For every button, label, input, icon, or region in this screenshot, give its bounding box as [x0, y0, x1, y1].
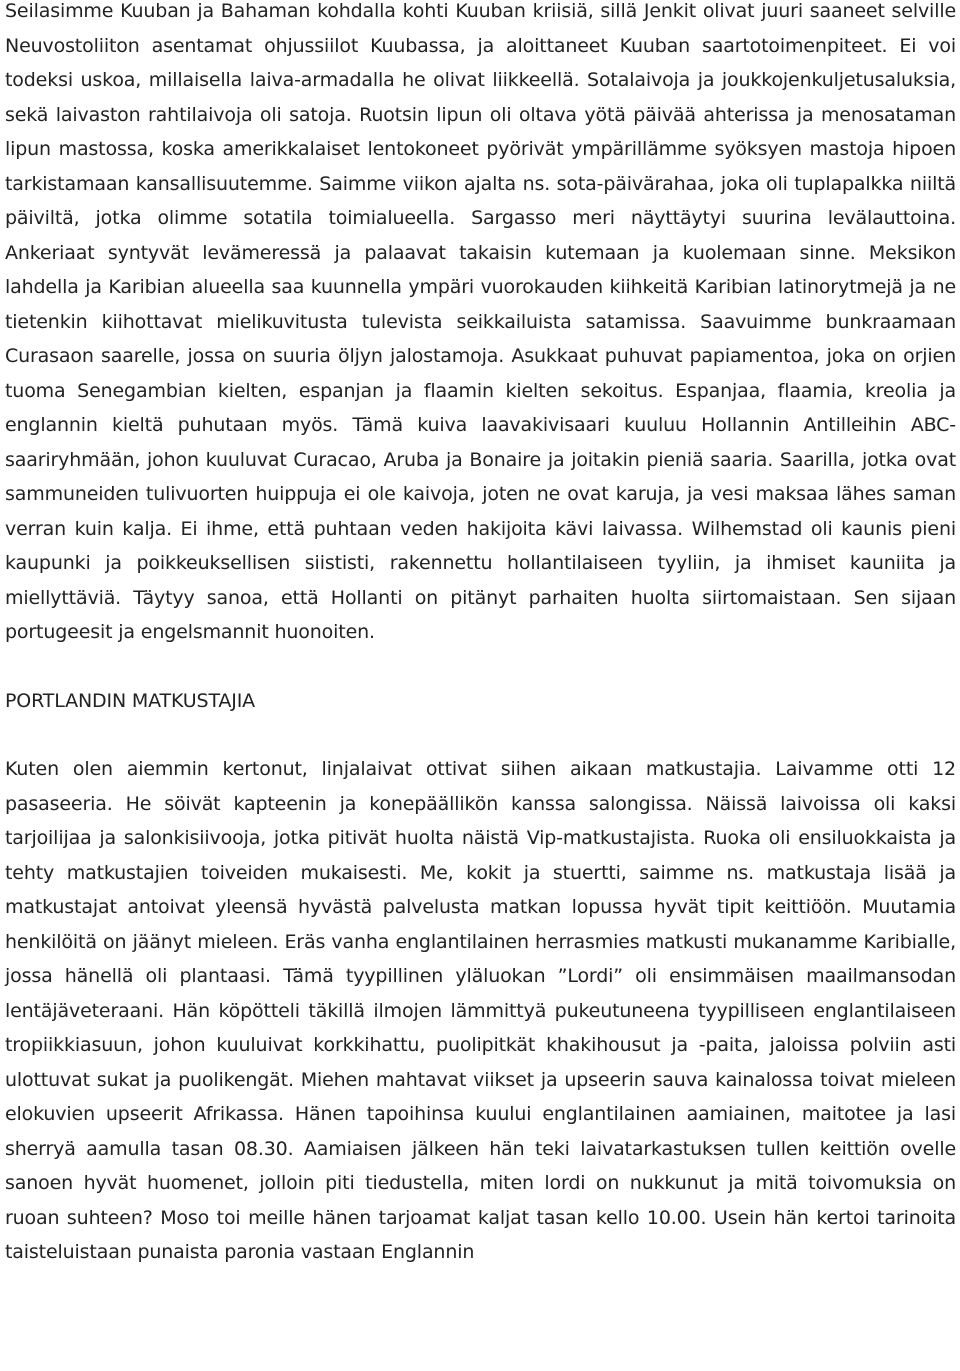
section-spacer — [5, 718, 956, 752]
document-page — [5, 0, 956, 1270]
section-heading: PORTLANDIN MATKUSTAJIA — [5, 689, 256, 712]
section-spacer — [5, 650, 956, 684]
paragraph-portland-passengers: Kuten olen aiemmin kertonut, linjalaivat ottivat siihen aikaan matkustajia. Laivamme otti 12 pasaseeria. He söivät kapteenin ja konepäällikön kanssa salongissa. Näissä laivoissa oli kaksi tarjoilijaa ja salonkisiivooja, jotka pitivät huolta näistä Vip-matkustajista. Ruoka oli ensiluokkaista ja tehty matkustajien toiveiden mukaisesti. Me, kokit ja stuertti, saimme ns. matkustaja lisää ja matkustajat antoivat yleensä hyvästä palvelusta matkan lopussa hyvät tipit keittiöön. Muutamia henkilöitä on jäänyt mieleen. Eräs vanha englantilainen herrasmies matkusti mukanamme Karibialle, jossa hänellä oli plantaasi. Tämä tyypillinen yläluokan ”Lordi” oli ensimmäisen maailmansodan lentäjäveteraani. Hän köpötteli täkillä ilmojen lämmittyä pukeutuneena tyypilliseen englantilaiseen tropiikkiasuun, johon kuuluivat korkkihattu, puolipitkät khakihousut ja -paita, jaloissa polviin asti ulottuvat sukat ja puolikengät. Miehen mahtavat viikset ja upseerin sauva kainalossa toivat mieleen elokuvien upseerit Afrikassa. Hänen tapoihinsa kuului englantilainen aamiainen, maitotee ja lasi sherryä aamulla tasan 08.30. Aamiaisen jälkeen hän teki laivatarkastuksen tullen keittiön ovelle sanoen hyvät huomenet, jolloin piti tiedustella, miten lordi on nukkunut ja mitä toivomuksia on ruoan suhteen? Moso toi meille hänen tarjoamat kaljat tasan kello 10.00. Usein hän kertoi tarinoita taisteluistaan punaista paronia vastaan Englannin — [5, 758, 956, 1263]
paragraph-sailing-cuba: Seilasimme Kuuban ja Bahaman kohdalla kohti Kuuban kriisiä, sillä Jenkit olivat juuri saaneet selville Neuvostoliiton asentamat ohjussiilot Kuubassa, ja aloittaneet Kuuban saartotoimenpiteet. Ei voi todeksi uskoa, millaisella laiva-armadalla he olivat liikkeellä. Sotalaivoja ja joukkojenkuljetusaluksia, sekä laivaston rahtilaivoja oli satoja. Ruotsin lipun oli oltava yötä päivää ahterissa ja menosataman lipun mastossa, koska amerikkalaiset lentokoneet pyörivät ympärillämme syöksyen mastoja hipoen tarkistamaan kansallisuutemme. Saimme viikon ajalta ns. sota-päivärahaa, joka oli tuplapalkka niiltä päiviltä, jotka olimme sotatila toimialueella. Sargasso meri näyttäytyi suurina levälauttoina. Ankeriaat syntyvät levämeressä ja palaavat takaisin kutemaan ja kuolemaan sinne. Meksikon lahdella ja Karibian alueella saa kuunnella ympäri vuorokauden kiihkeitä Karibian latinorytmejä ja ne tietenkin kiihottavat mielikuvitusta tulevista seikkailuista satamissa. Saavuimme bunkraamaan Curasaon saarelle, jossa on suuria öljyn jalostamoja. Asukkaat puhuvat papiamentoa, joka on orjien tuoma Senegambian kielten, espanjan ja flaamin kielten sekoitus. Espanjaa, flaamia, kreolia ja englannin kieltä puhutaan myös. Tämä kuiva laavakivisaari kuuluu Hollannin Antilleihin ABC-saariryhmään, johon kuuluvat Curacao, Aruba ja Bonaire ja joitakin pieniä saaria. Saarilla, jotka ovat sammuneiden tulivuorten huippuja ei ole kaivoja, joten ne ovat karuja, ja vesi maksaa lähes saman verran kuin kalja. Ei ihme, että puhtaan veden hakijoita kävi laivassa. Wilhemstad oli kaunis pieni kaupunki ja poikkeuksellisen siististi, rakennettu hollantilaiseen tyyliin, ja ihmiset kauniita ja miellyttäviä. Täytyy sanoa, että Hollanti on pitänyt parhaiten huolta siirtomaistaan. Sen sijaan portugeesit ja engelsmannit huonoiten. — [5, 0, 956, 643]
